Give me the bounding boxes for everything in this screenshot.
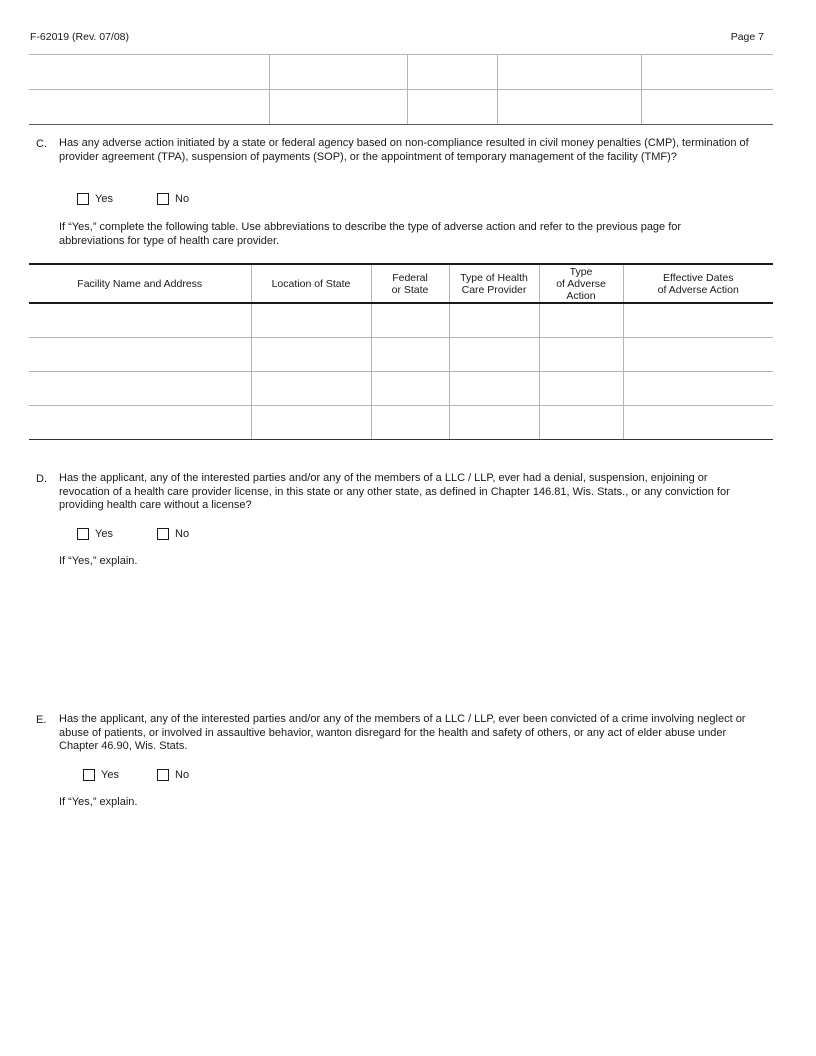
section-c-instruction: If “Yes,” complete the following table. Use abbreviations to describe the type of adverse action and refer to the previous page for abbreviations for type of health care provider. (59, 221, 682, 247)
yes-label: Yes (95, 528, 113, 540)
no-checkbox[interactable] (157, 769, 169, 781)
table-cell[interactable] (29, 406, 251, 440)
table-cell[interactable] (251, 406, 371, 440)
section-c-letter: C. (36, 138, 47, 150)
yes-checkbox[interactable] (83, 769, 95, 781)
table-cell[interactable] (29, 372, 251, 406)
col-header-action-type: Type of Adverse Action (539, 264, 623, 303)
table-row (29, 55, 773, 90)
table-cell[interactable] (449, 338, 539, 372)
table-cell[interactable] (623, 372, 773, 406)
section-d-no-option[interactable] (157, 528, 189, 540)
no-checkbox[interactable] (157, 193, 169, 205)
table-cell[interactable] (449, 406, 539, 440)
table-row (29, 303, 773, 338)
section-d-letter: D. (36, 473, 47, 485)
table-cell[interactable] (251, 372, 371, 406)
yes-checkbox[interactable] (77, 193, 89, 205)
table-cell[interactable] (539, 406, 623, 440)
section-c-no-option[interactable] (157, 193, 189, 205)
section-d-explain-label: If “Yes,” explain. (59, 555, 138, 567)
col-header-location: Location of State (251, 264, 371, 303)
table-cell[interactable] (539, 372, 623, 406)
section-e-yes-option[interactable] (83, 769, 119, 781)
table-cell[interactable] (29, 90, 269, 125)
yes-label: Yes (101, 769, 119, 781)
table-cell[interactable] (407, 55, 497, 90)
table-cell[interactable] (641, 55, 773, 90)
yes-checkbox[interactable] (77, 528, 89, 540)
section-e-question: Has the applicant, any of the interested parties and/or any of the members of a LLC / LLP, ever been convicted of a crime involving neglect or abuse of patients, or involved in assaultive behavior, wanton disregard for the health and safety of others, or any act of elder abuse under Chapter 46.90, Wis. Stats. (59, 713, 746, 752)
section-e-explain-label: If “Yes,” explain. (59, 796, 138, 808)
col-header-effective-dates: Effective Dates of Adverse Action (623, 264, 773, 303)
continuation-table (29, 54, 773, 125)
table-cell[interactable] (251, 338, 371, 372)
table-cell[interactable] (251, 303, 371, 338)
col-header-provider-type: Type of Health Care Provider (449, 264, 539, 303)
section-e-no-option[interactable] (157, 769, 189, 781)
table-cell[interactable] (371, 406, 449, 440)
table-cell[interactable] (371, 338, 449, 372)
table-row (29, 406, 773, 440)
no-checkbox[interactable] (157, 528, 169, 540)
yes-label: Yes (95, 193, 113, 205)
col-header-facility: Facility Name and Address (29, 264, 251, 303)
no-label: No (175, 528, 190, 540)
table-cell[interactable] (407, 90, 497, 125)
table-row (29, 338, 773, 372)
table-cell[interactable] (623, 406, 773, 440)
col-header-federal-state: Federal or State (371, 264, 449, 303)
table-cell[interactable] (623, 303, 773, 338)
no-label: No (175, 193, 190, 205)
table-cell[interactable] (497, 90, 641, 125)
table-cell[interactable] (371, 303, 449, 338)
table-row (29, 90, 773, 125)
table-row (29, 372, 773, 406)
form-number: F-62019 (Rev. 07/08) (30, 31, 130, 43)
section-e-letter: E. (36, 714, 47, 726)
section-c-question: Has any adverse action initiated by a state or federal agency based on non-compliance resulted in civil money penalties (CMP), termination of provider agreement (TPA), suspension of payments (SOP), or the appointment of temporary management of the facility (TMF)? (59, 137, 749, 163)
table-cell[interactable] (269, 55, 407, 90)
table-cell[interactable] (29, 303, 251, 338)
table-cell[interactable] (29, 55, 269, 90)
table-header-row (29, 264, 773, 303)
table-cell[interactable] (623, 338, 773, 372)
adverse-action-table (29, 263, 773, 440)
no-label: No (175, 769, 190, 781)
section-c-yes-option[interactable] (77, 193, 113, 205)
table-cell[interactable] (371, 372, 449, 406)
section-d-yes-option[interactable] (77, 528, 113, 540)
table-cell[interactable] (641, 90, 773, 125)
table-cell[interactable] (539, 303, 623, 338)
page-number: Page 7 (730, 31, 764, 43)
table-cell[interactable] (539, 338, 623, 372)
section-d-question: Has the applicant, any of the interested parties and/or any of the members of a LLC / LLP, ever had a denial, suspension, enjoining or revocation of a health care provider license, in this state or any other state, as defined in Chapter 146.81, Wis. Stats., or any conviction for providing health care without a license? (59, 472, 730, 511)
table-cell[interactable] (29, 338, 251, 372)
table-cell[interactable] (449, 372, 539, 406)
table-cell[interactable] (497, 55, 641, 90)
table-cell[interactable] (269, 90, 407, 125)
table-cell[interactable] (449, 303, 539, 338)
